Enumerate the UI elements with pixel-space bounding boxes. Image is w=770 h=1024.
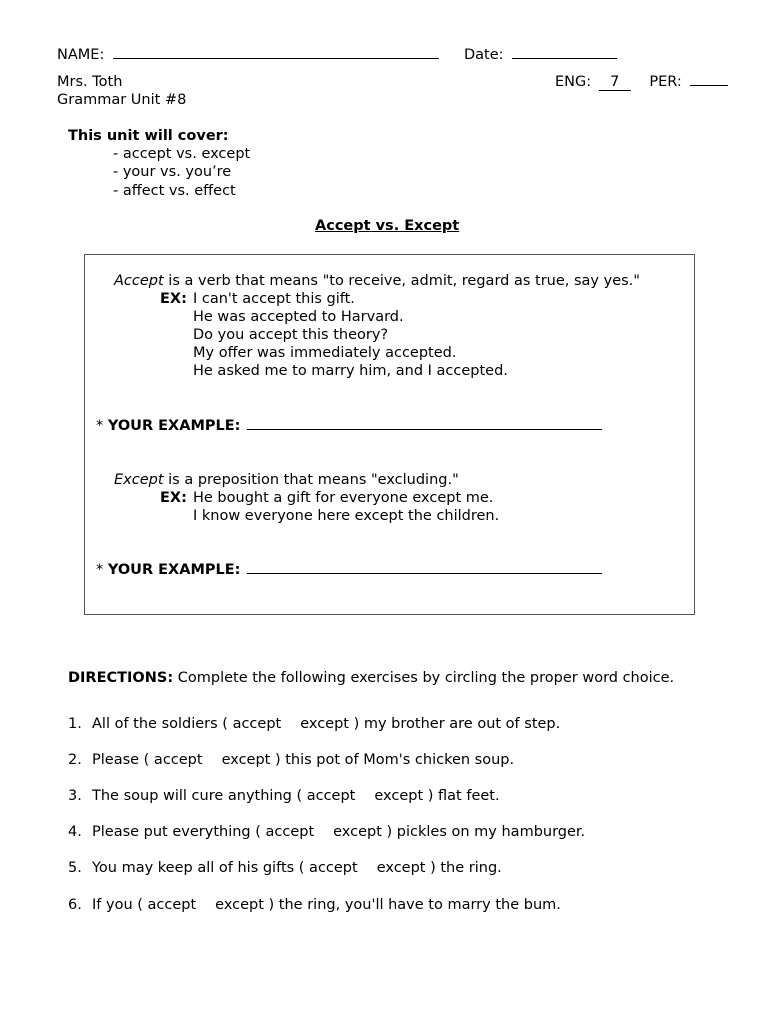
per-blank[interactable]: [690, 85, 728, 86]
example-line: Do you accept this theory?: [193, 327, 389, 343]
except-word: Except: [114, 472, 164, 488]
cover-item: - your vs. you’re: [113, 164, 232, 180]
your-example-blank[interactable]: [247, 573, 602, 574]
section-title: Accept vs. Except: [315, 218, 460, 234]
cover-title: This unit will cover:: [68, 128, 229, 144]
ex-label: EX:: [160, 490, 187, 506]
exercise-item: 3. The soup will cure anything ( accept except ) flat feet.: [68, 788, 500, 804]
per-label: PER:: [649, 74, 682, 90]
eng-value: 7: [599, 74, 631, 91]
your-example-label: YOUR EXAMPLE:: [107, 418, 241, 434]
cover-item: - accept vs. except: [113, 146, 251, 162]
example-line: I know everyone here except the children.: [193, 508, 500, 524]
accept-definition: [114, 273, 640, 289]
example-line: He bought a gift for everyone except me.: [193, 490, 494, 506]
your-example-row: * YOUR EXAMPLE:: [96, 562, 602, 578]
example-line: He asked me to marry him, and I accepted.: [193, 363, 508, 379]
name-row: [57, 47, 439, 63]
exercise-item: 2. Please ( accept except ) this pot of Mom's chicken soup.: [68, 752, 515, 768]
your-example-label: YOUR EXAMPLE:: [107, 562, 241, 578]
example-line: He was accepted to Harvard.: [193, 309, 404, 325]
your-example-row: * YOUR EXAMPLE:: [96, 418, 602, 434]
eng-per-row: [555, 74, 728, 91]
eng-label: ENG:: [555, 74, 592, 90]
exercise-item: 6. If you ( accept except ) the ring, you'll have to marry the bum.: [68, 897, 561, 913]
example-line: I can't accept this gift.: [193, 291, 355, 307]
cover-item: - affect vs. effect: [113, 183, 236, 199]
date-label: Date:: [464, 47, 504, 63]
date-blank[interactable]: [512, 58, 617, 59]
exercise-item: 4. Please put everything ( accept except ) pickles on my hamburger.: [68, 824, 586, 840]
definition-box: [84, 254, 695, 615]
example-line: My offer was immediately accepted.: [193, 345, 457, 361]
date-row: [464, 47, 617, 63]
directions-label: DIRECTIONS:: [68, 670, 174, 686]
unit-title: Grammar Unit #8: [57, 92, 187, 108]
accept-word: Accept: [114, 273, 164, 289]
exercise-item: 5. You may keep all of his gifts ( accept except ) the ring.: [68, 860, 502, 876]
exercise-item: 1. All of the soldiers ( accept except ) my brother are out of step.: [68, 716, 561, 732]
your-example-blank[interactable]: [247, 429, 602, 430]
teacher-name: Mrs. Toth: [57, 74, 123, 90]
except-def-text: is a preposition that means "excluding.": [163, 472, 459, 488]
directions-text: Complete the following exercises by circling the proper word choice.: [173, 670, 675, 686]
accept-def-text: is a verb that means "to receive, admit, regard as true, say yes.": [163, 273, 640, 289]
except-definition: [114, 472, 459, 488]
name-blank[interactable]: [113, 58, 439, 59]
name-label: NAME:: [57, 47, 105, 63]
directions: [68, 670, 674, 686]
ex-label: EX:: [160, 291, 187, 307]
